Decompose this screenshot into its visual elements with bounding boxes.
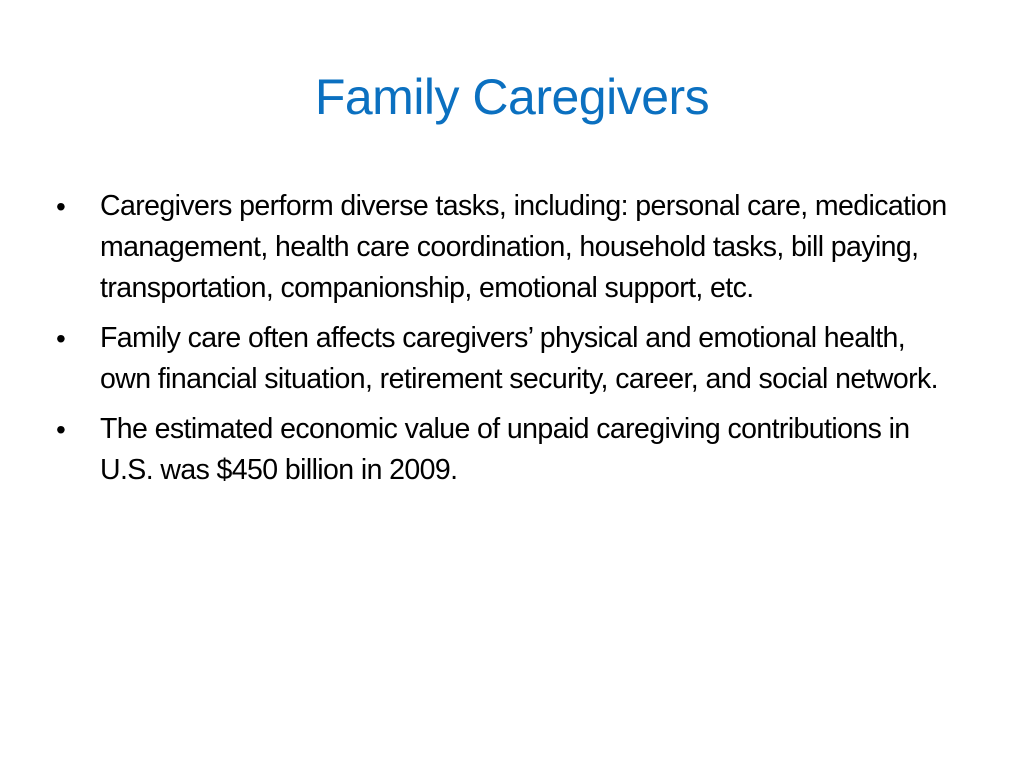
bullet-text: Family care often affects caregivers’ physical and emotional health, own financial situation, retirement security, career, and social network. <box>100 322 939 395</box>
bullet-item <box>56 409 956 491</box>
bullet-item <box>56 318 956 400</box>
bullet-text: Caregivers perform diverse tasks, including: personal care, medication management, health care coordination, household tasks, bill paying, transportation, companionship, emotional support, etc. <box>100 190 947 304</box>
bullet-item <box>56 186 956 309</box>
bullet-dot-icon: • <box>56 414 66 445</box>
bullet-dot-icon: • <box>56 191 66 222</box>
bullet-list <box>56 186 956 500</box>
bullet-dot-icon: • <box>56 323 66 354</box>
bullet-text: The estimated economic value of unpaid caregiving contributions in U.S. was $450 billion in 2009. <box>100 413 910 486</box>
slide-title: Family Caregivers <box>314 69 710 125</box>
